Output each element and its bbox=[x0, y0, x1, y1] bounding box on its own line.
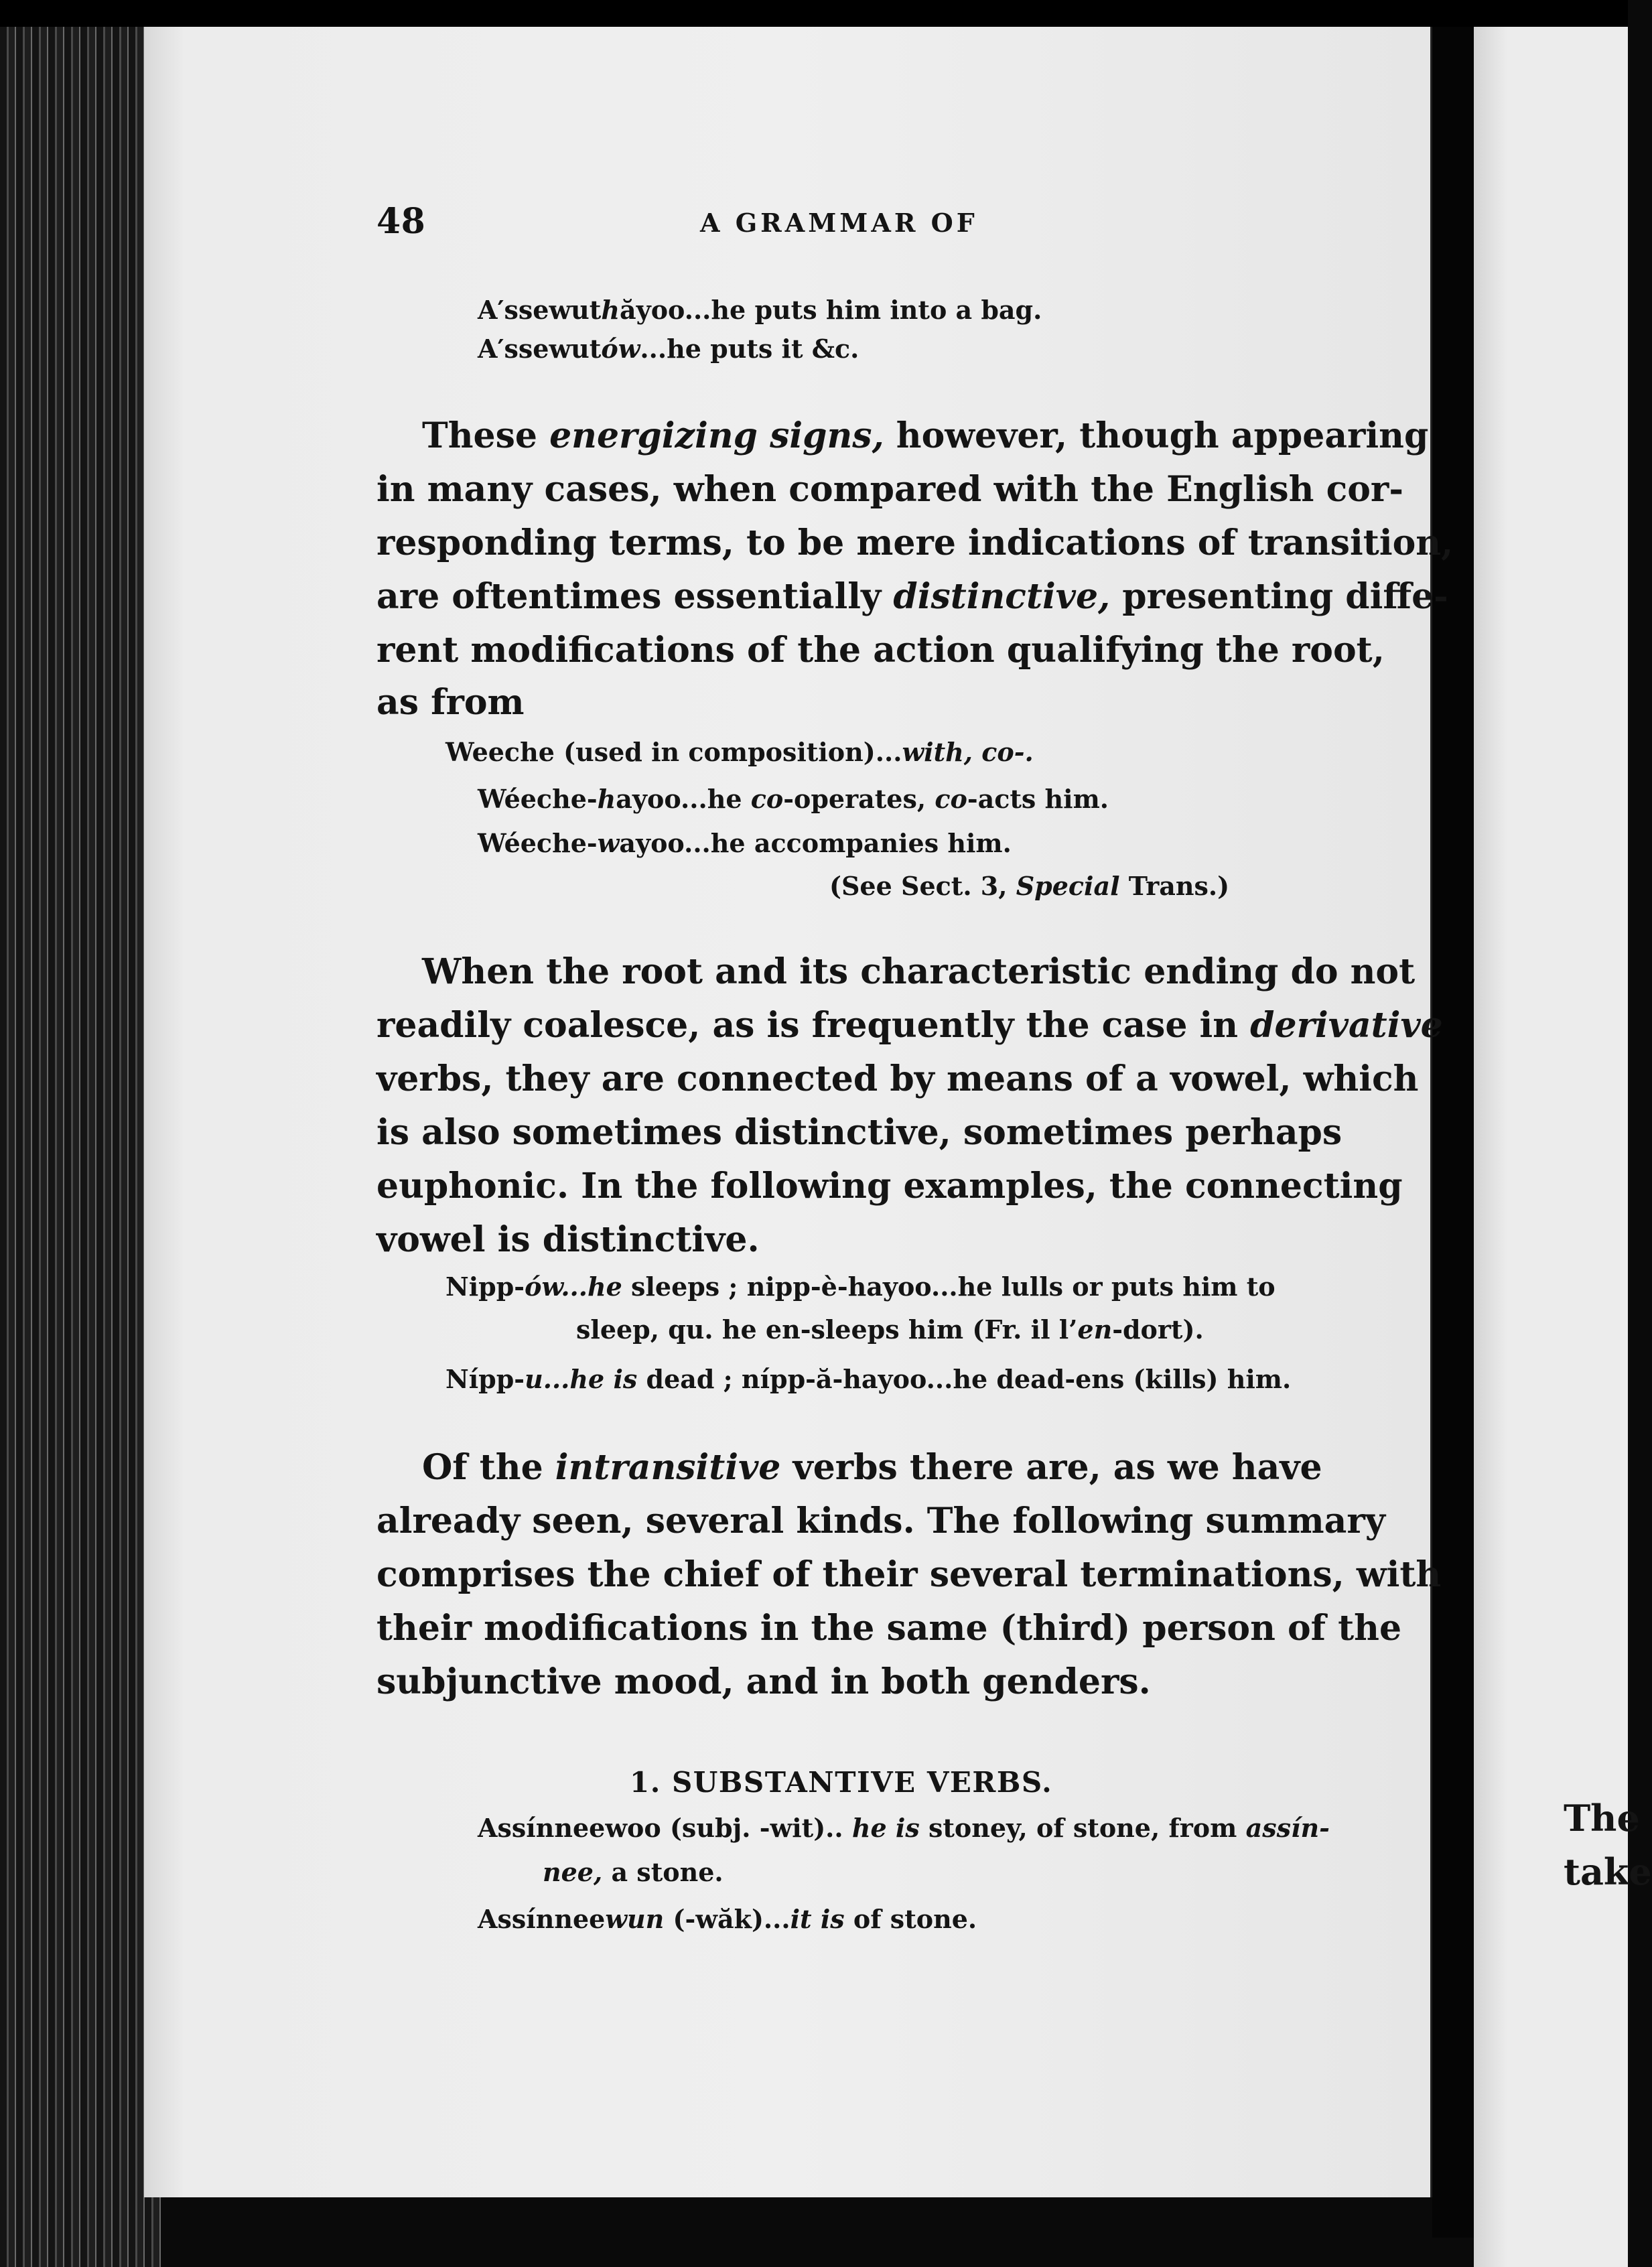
page-gutter bbox=[1432, 27, 1474, 2238]
paragraph-line: their modifications in the same (third) person of the bbox=[376, 1608, 1402, 1649]
example-line: A′ssewuthăyoo...he puts him into a bag. bbox=[478, 295, 1042, 325]
example-line: Assínneewoo (subj. -wit).. he is stoney, of stone, from assín- bbox=[478, 1813, 1330, 1843]
example-line: Wéeche-wayoo...he accompanies him. bbox=[478, 828, 1012, 858]
paragraph-line: When the root and its characteristic ending do not bbox=[422, 951, 1416, 992]
paragraph-line: in many cases, when compared with the English cor- bbox=[376, 469, 1403, 510]
paragraph-line: is also sometimes distinctive, sometimes perhaps bbox=[376, 1112, 1343, 1153]
paragraph-line: vowel is distinctive. bbox=[376, 1219, 760, 1260]
paragraph-line: readily coalesce, as is frequently the case in derivative bbox=[376, 1005, 1443, 1046]
example-line: sleep, qu. he en-sleeps him (Fr. il l’en-dort). bbox=[576, 1314, 1204, 1345]
example-line: Nipp-ów...he sleeps ; nipp-è-hayoo...he lulls or puts him to bbox=[445, 1272, 1276, 1302]
next-page-edge bbox=[1474, 27, 1628, 2267]
paragraph-line: already seen, several kinds. The following summary bbox=[376, 1501, 1385, 1541]
example-line: nee, a stone. bbox=[543, 1857, 724, 1887]
section-heading: 1. SUBSTANTIVE VERBS. bbox=[630, 1766, 1053, 1799]
paragraph-line: responding terms, to be mere indications of transition, bbox=[376, 523, 1454, 563]
next-page-text: take bbox=[1564, 1850, 1652, 1893]
book-binding bbox=[0, 27, 161, 2267]
running-head: A GRAMMAR OF bbox=[700, 208, 978, 238]
example-line: Nípp-u...he is dead ; nípp-ă-hayoo...he dead-ens (kills) him. bbox=[445, 1364, 1292, 1394]
example-line: Wéeche-hayoo...he co-operates, co-acts him. bbox=[478, 784, 1109, 814]
next-page-text: The bbox=[1564, 1797, 1640, 1840]
paragraph-line: verbs, they are connected by means of a vowel, which bbox=[376, 1058, 1419, 1099]
scan-frame-top bbox=[0, 0, 1628, 27]
paragraph-line: euphonic. In the following examples, the connecting bbox=[376, 1166, 1403, 1207]
page-number: 48 bbox=[376, 201, 426, 242]
paragraph-line: comprises the chief of their several terminations, with bbox=[376, 1554, 1442, 1595]
section-reference: (See Sect. 3, Special Trans.) bbox=[829, 871, 1230, 901]
paragraph-line: These energizing signs, however, though appearing bbox=[422, 415, 1429, 456]
paragraph-line: Of the intransitive verbs there are, as we have bbox=[422, 1447, 1322, 1488]
example-line: Weeche (used in composition)...with, co-. bbox=[445, 737, 1034, 767]
paragraph-line: are oftentimes essentially distinctive, presenting diffe- bbox=[376, 576, 1448, 617]
paragraph-line: as from bbox=[376, 682, 525, 723]
paragraph-line: rent modifications of the action qualifying the root, bbox=[376, 630, 1385, 671]
example-line: Assínneewun (-wăk)...it is of stone. bbox=[478, 1904, 977, 1934]
example-line: A′ssewutów...he puts it &c. bbox=[478, 334, 859, 364]
paragraph-line: subjunctive mood, and in both genders. bbox=[376, 1661, 1151, 1702]
